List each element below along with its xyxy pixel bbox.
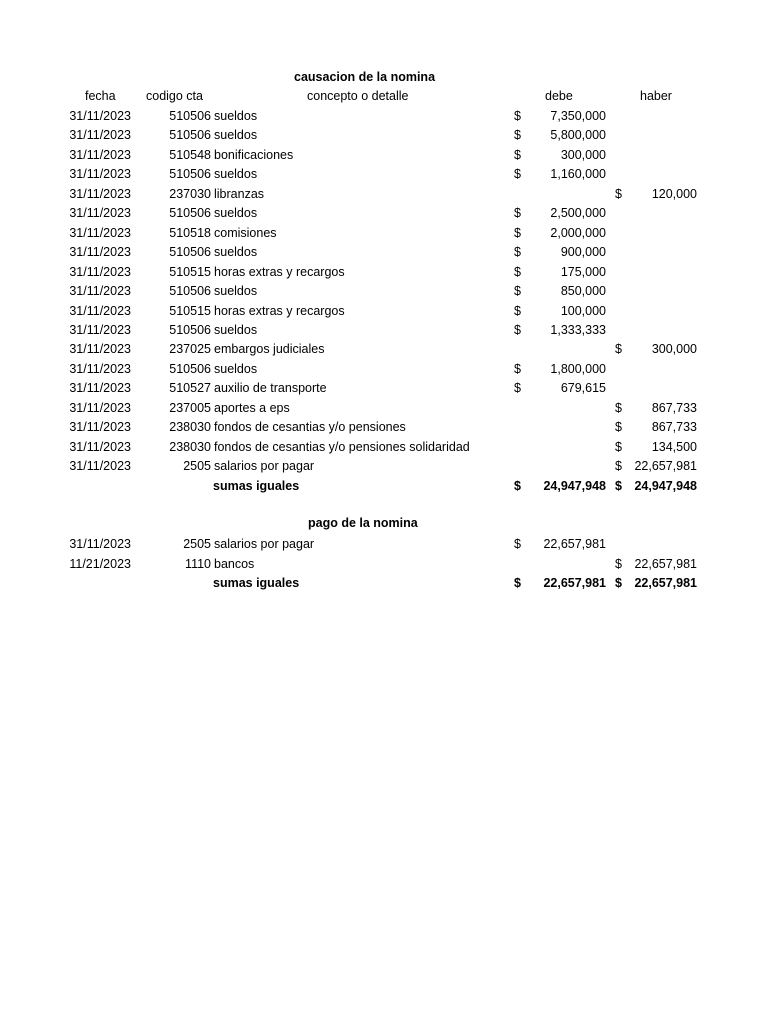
table-row [0, 204, 768, 224]
causacion-title: causacion de la nomina [294, 70, 436, 84]
concepto-cell: horas extras y recargos [214, 303, 345, 318]
codigo-cell: 237025 [169, 342, 211, 357]
fecha-cell: 31/11/2023 [69, 147, 131, 162]
haber-sign: $ [615, 439, 622, 454]
table-row [0, 438, 768, 458]
table-row [0, 360, 768, 380]
codigo-cell: 238030 [169, 439, 211, 454]
haber-cell: 867,733 [651, 400, 697, 415]
table-row [0, 185, 768, 205]
concepto-cell: fondos de cesantias y/o pensiones [214, 420, 406, 435]
table-row [0, 282, 768, 302]
fecha-cell: 31/11/2023 [69, 420, 131, 435]
haber-cell: 300,000 [651, 342, 697, 357]
haber-sign: $ [615, 420, 622, 435]
total-haber-sign: $ [615, 479, 622, 493]
debe-cell: 850,000 [560, 284, 606, 299]
fecha-cell: 31/11/2023 [69, 303, 131, 318]
fecha-cell: 31/11/2023 [69, 400, 131, 415]
total-haber: 24,947,948 [634, 479, 697, 493]
debe-cell: 1,333,333 [550, 322, 606, 337]
debe-sign: $ [514, 284, 521, 299]
table-row [0, 126, 768, 146]
fecha-cell: 31/11/2023 [69, 322, 131, 337]
haber-cell: 22,657,981 [634, 556, 697, 571]
debe-cell: 1,800,000 [550, 361, 606, 376]
table-row [0, 340, 768, 360]
concepto-cell: libranzas [214, 186, 265, 201]
total-debe-sign: $ [514, 479, 521, 493]
debe-cell: 2,500,000 [550, 206, 606, 221]
debe-sign: $ [514, 322, 521, 337]
fecha-cell: 31/11/2023 [69, 439, 131, 454]
table-row [0, 302, 768, 322]
debe-sign: $ [514, 109, 521, 123]
haber-sign: $ [615, 186, 622, 201]
fecha-cell: 31/11/2023 [69, 284, 131, 299]
header-fecha: fecha [85, 89, 116, 103]
codigo-cell: 237030 [169, 186, 211, 201]
causacion-total-row [0, 477, 768, 497]
total-debe: 24,947,948 [543, 479, 606, 493]
fecha-cell: 11/21/2023 [69, 556, 131, 571]
table-row [0, 555, 768, 575]
haber-cell: 22,657,981 [634, 459, 697, 474]
debe-cell: 679,615 [560, 381, 606, 396]
debe-cell: 100,000 [560, 303, 606, 318]
debe-sign: $ [514, 206, 521, 221]
total-label: sumas iguales [213, 479, 300, 493]
table-row [0, 263, 768, 283]
header-concepto: concepto o detalle [307, 89, 409, 103]
table-row [0, 535, 768, 555]
pago-total-debe: 22,657,981 [543, 576, 606, 590]
codigo-cell: 510548 [169, 147, 211, 162]
concepto-cell: salarios por pagar [214, 537, 315, 551]
codigo-cell: 510506 [169, 322, 211, 337]
header-haber: haber [640, 89, 672, 103]
fecha-cell: 31/11/2023 [69, 167, 131, 182]
concepto-cell: salarios por pagar [214, 459, 315, 474]
table-row [0, 165, 768, 185]
haber-cell: 134,500 [651, 439, 697, 454]
debe-cell: 300,000 [560, 147, 606, 162]
pago-total-row [0, 574, 768, 594]
debe-sign: $ [514, 128, 521, 143]
header-codigo-cta: codigo cta [146, 89, 203, 103]
debe-cell: 1,160,000 [550, 167, 606, 182]
fecha-cell: 31/11/2023 [69, 245, 131, 260]
pago-total-haber: 22,657,981 [634, 576, 697, 590]
debe-sign: $ [514, 147, 521, 162]
codigo-cell: 510506 [169, 284, 211, 299]
fecha-cell: 31/11/2023 [69, 225, 131, 240]
table-row [0, 379, 768, 399]
concepto-cell: sueldos [214, 167, 258, 182]
concepto-cell: fondos de cesantias y/o pensiones solidaridad [214, 439, 470, 454]
pago-total-label: sumas iguales [213, 576, 300, 590]
haber-sign: $ [615, 400, 622, 415]
codigo-cell: 510527 [169, 381, 211, 396]
header-debe: debe [545, 89, 573, 103]
debe-sign: $ [514, 537, 521, 551]
table-row [0, 418, 768, 438]
codigo-cell: 510506 [169, 206, 211, 221]
debe-sign: $ [514, 361, 521, 376]
table-row [0, 224, 768, 244]
fecha-cell: 31/11/2023 [69, 459, 131, 474]
concepto-cell: sueldos [214, 206, 258, 221]
codigo-cell: 2505 [183, 537, 211, 551]
debe-sign: $ [514, 303, 521, 318]
fecha-cell: 31/11/2023 [69, 381, 131, 396]
fecha-cell: 31/11/2023 [69, 361, 131, 376]
concepto-cell: sueldos [214, 361, 258, 376]
concepto-cell: sueldos [214, 128, 258, 143]
fecha-cell: 31/11/2023 [69, 109, 131, 123]
fecha-cell: 31/11/2023 [69, 537, 131, 551]
debe-sign: $ [514, 381, 521, 396]
fecha-cell: 31/11/2023 [69, 186, 131, 201]
concepto-cell: auxilio de transporte [214, 381, 327, 396]
haber-cell: 120,000 [651, 186, 697, 201]
debe-sign: $ [514, 167, 521, 182]
fecha-cell: 31/11/2023 [69, 128, 131, 143]
concepto-cell: aportes a eps [214, 400, 290, 415]
debe-sign: $ [514, 264, 521, 279]
codigo-cell: 2505 [183, 459, 211, 474]
table-row [0, 146, 768, 166]
table-row [0, 399, 768, 419]
pago-title: pago de la nomina [308, 516, 418, 530]
table-row [0, 457, 768, 477]
concepto-cell: sueldos [214, 322, 258, 337]
debe-sign: $ [514, 245, 521, 260]
codigo-cell: 510506 [169, 245, 211, 260]
codigo-cell: 510515 [169, 303, 211, 318]
debe-cell: 5,800,000 [550, 128, 606, 143]
codigo-cell: 510518 [169, 225, 211, 240]
haber-sign: $ [615, 342, 622, 357]
codigo-cell: 1110 [185, 556, 211, 571]
table-row [0, 321, 768, 341]
concepto-cell: comisiones [214, 225, 277, 240]
concepto-cell: bonificaciones [214, 147, 294, 162]
haber-cell: 867,733 [651, 420, 697, 435]
codigo-cell: 510506 [169, 109, 211, 123]
fecha-cell: 31/11/2023 [69, 206, 131, 221]
concepto-cell: bancos [214, 556, 255, 571]
table-row [0, 107, 768, 127]
debe-cell: 2,000,000 [550, 225, 606, 240]
concepto-cell: sueldos [214, 109, 258, 123]
pago-total-debe-sign: $ [514, 576, 521, 590]
concepto-cell: horas extras y recargos [214, 264, 345, 279]
debe-cell: 900,000 [560, 245, 606, 260]
haber-sign: $ [615, 459, 622, 474]
codigo-cell: 238030 [169, 420, 211, 435]
pago-total-haber-sign: $ [615, 576, 622, 590]
codigo-cell: 510506 [169, 128, 211, 143]
debe-cell: 22,657,981 [543, 537, 606, 551]
fecha-cell: 31/11/2023 [69, 264, 131, 279]
table-row [0, 243, 768, 263]
debe-cell: 7,350,000 [550, 109, 606, 123]
codigo-cell: 510515 [169, 264, 211, 279]
concepto-cell: sueldos [214, 284, 258, 299]
codigo-cell: 237005 [169, 400, 211, 415]
codigo-cell: 510506 [169, 167, 211, 182]
debe-sign: $ [514, 225, 521, 240]
concepto-cell: sueldos [214, 245, 258, 260]
codigo-cell: 510506 [169, 361, 211, 376]
concepto-cell: embargos judiciales [214, 342, 325, 357]
debe-cell: 175,000 [560, 264, 606, 279]
fecha-cell: 31/11/2023 [69, 342, 131, 357]
haber-sign: $ [615, 556, 622, 571]
